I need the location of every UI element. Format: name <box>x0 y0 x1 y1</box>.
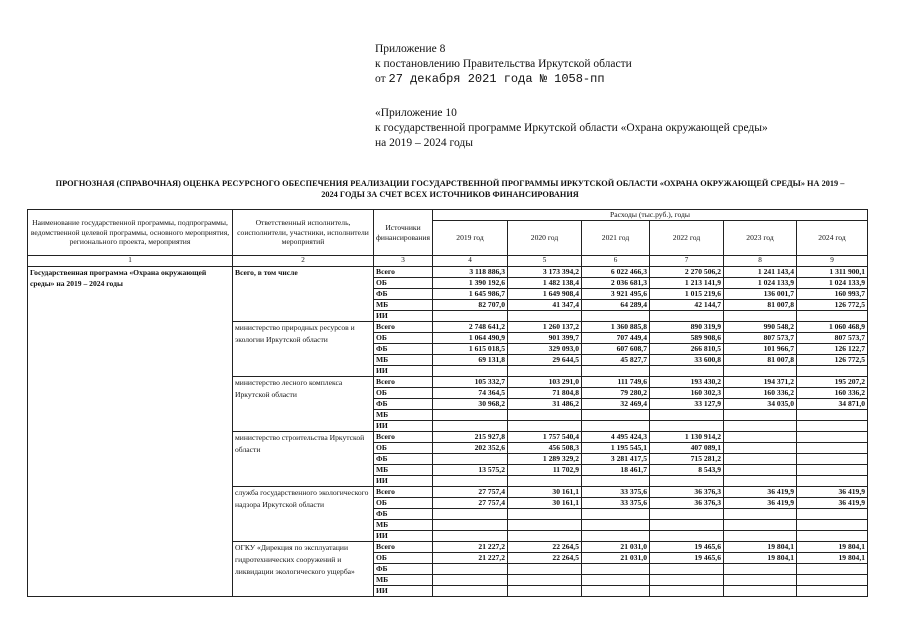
index-cell: 2 <box>233 256 374 267</box>
year-2020: 2020 год <box>508 221 582 256</box>
program-years: на 2019 – 2024 годы <box>375 137 473 149</box>
value-cell: 8 543,9 <box>650 465 724 476</box>
value-cell <box>508 531 582 542</box>
source-cell: Всего <box>374 377 433 388</box>
value-cell <box>433 586 508 597</box>
value-cell: 34 871,0 <box>797 399 868 410</box>
value-cell: 105 332,7 <box>433 377 508 388</box>
value-cell <box>508 509 582 520</box>
value-cell <box>797 443 868 454</box>
value-cell <box>650 476 724 487</box>
funding-table-body <box>28 210 868 597</box>
value-cell <box>650 421 724 432</box>
value-cell <box>433 410 508 421</box>
resolution-date: от 27 декабря 2021 года № 1058-пп <box>375 72 605 86</box>
value-cell <box>650 586 724 597</box>
value-cell: 215 927,8 <box>433 432 508 443</box>
value-cell <box>724 520 797 531</box>
value-cell <box>508 366 582 377</box>
value-cell: 1 015 219,6 <box>650 289 724 300</box>
value-cell: 32 469,4 <box>582 399 650 410</box>
value-cell: 41 347,4 <box>508 300 582 311</box>
value-cell: 36 419,9 <box>797 487 868 498</box>
value-cell: 1 615 018,5 <box>433 344 508 355</box>
value-cell: 707 449,4 <box>582 333 650 344</box>
value-cell: 2 036 681,3 <box>582 278 650 289</box>
value-cell: 1 024 133,9 <box>797 278 868 289</box>
value-cell <box>724 564 797 575</box>
value-cell: 890 319,9 <box>650 322 724 333</box>
source-cell: ИИ <box>374 366 433 377</box>
value-cell <box>650 366 724 377</box>
value-cell <box>724 575 797 586</box>
value-cell <box>724 366 797 377</box>
header-row <box>28 210 868 221</box>
index-cell: 9 <box>797 256 868 267</box>
source-cell: МБ <box>374 465 433 476</box>
value-cell <box>582 520 650 531</box>
value-cell <box>433 520 508 531</box>
appendix-10-label: «Приложение 10 <box>375 107 457 119</box>
value-cell: 36 419,9 <box>724 487 797 498</box>
value-cell: 13 575,2 <box>433 465 508 476</box>
year-2024: 2024 год <box>797 221 868 256</box>
document-title <box>30 178 870 200</box>
value-cell <box>724 531 797 542</box>
value-cell <box>650 410 724 421</box>
value-cell <box>582 410 650 421</box>
value-cell: 1 213 141,9 <box>650 278 724 289</box>
value-cell <box>508 476 582 487</box>
value-cell: 193 430,2 <box>650 377 724 388</box>
value-cell: 3 921 495,6 <box>582 289 650 300</box>
funding-table <box>27 209 868 597</box>
executor-cell: министерство лесного комплекса Иркутской области <box>233 377 374 432</box>
value-cell: 42 144,7 <box>650 300 724 311</box>
index-cell: 1 <box>28 256 233 267</box>
document-header <box>375 42 632 87</box>
value-cell: 21 227,2 <box>433 553 508 564</box>
value-cell <box>433 476 508 487</box>
value-cell: 30 968,2 <box>433 399 508 410</box>
value-cell <box>582 421 650 432</box>
source-cell: ФБ <box>374 399 433 410</box>
value-cell: 1 195 545,1 <box>582 443 650 454</box>
index-cell: 7 <box>650 256 724 267</box>
value-cell <box>797 311 868 322</box>
value-cell: 160 336,2 <box>797 388 868 399</box>
value-cell: 101 966,7 <box>724 344 797 355</box>
value-cell: 715 281,2 <box>650 454 724 465</box>
value-cell <box>724 410 797 421</box>
value-cell: 64 289,4 <box>582 300 650 311</box>
value-cell: 69 131,8 <box>433 355 508 366</box>
source-cell: ФБ <box>374 289 433 300</box>
source-cell: МБ <box>374 520 433 531</box>
source-cell: ИИ <box>374 531 433 542</box>
value-cell <box>797 531 868 542</box>
value-cell: 36 376,3 <box>650 487 724 498</box>
value-cell: 194 371,2 <box>724 377 797 388</box>
value-cell: 82 707,0 <box>433 300 508 311</box>
value-cell: 34 035,0 <box>724 399 797 410</box>
value-cell: 36 376,3 <box>650 498 724 509</box>
value-cell: 79 280,2 <box>582 388 650 399</box>
source-cell: ОБ <box>374 278 433 289</box>
resolution-label: к постановлению Правительства Иркутской области <box>375 58 632 70</box>
value-cell: 2 270 506,2 <box>650 267 724 278</box>
source-cell: ОБ <box>374 388 433 399</box>
value-cell <box>650 575 724 586</box>
value-cell: 4 495 424,3 <box>582 432 650 443</box>
value-cell: 19 804,1 <box>724 553 797 564</box>
value-cell <box>582 311 650 322</box>
value-cell <box>724 311 797 322</box>
value-cell: 202 352,6 <box>433 443 508 454</box>
value-cell: 19 465,6 <box>650 553 724 564</box>
value-cell: 329 093,0 <box>508 344 582 355</box>
year-2021: 2021 год <box>582 221 650 256</box>
source-cell: ИИ <box>374 476 433 487</box>
value-cell: 19 804,1 <box>797 553 868 564</box>
value-cell: 33 600,8 <box>650 355 724 366</box>
executor-cell: служба государственного экологического надзора Иркутской области <box>233 487 374 542</box>
value-cell: 456 508,3 <box>508 443 582 454</box>
value-cell <box>797 465 868 476</box>
value-cell: 126 772,5 <box>797 300 868 311</box>
value-cell: 3 118 886,3 <box>433 267 508 278</box>
value-cell <box>797 421 868 432</box>
value-cell: 1 390 192,6 <box>433 278 508 289</box>
source-cell: ОБ <box>374 333 433 344</box>
value-cell: 21 031,0 <box>582 542 650 553</box>
value-cell <box>724 509 797 520</box>
value-cell <box>724 476 797 487</box>
value-cell: 19 804,1 <box>724 542 797 553</box>
source-cell: Всего <box>374 487 433 498</box>
value-cell <box>797 454 868 465</box>
source-cell: МБ <box>374 300 433 311</box>
executor-cell: министерство природных ресурсов и экологии Иркутской области <box>233 322 374 377</box>
source-cell: ФБ <box>374 454 433 465</box>
value-cell <box>797 575 868 586</box>
value-cell: 1 060 468,9 <box>797 322 868 333</box>
source-cell: ОБ <box>374 443 433 454</box>
executor-cell: министерство строительства Иркутской области <box>233 432 374 487</box>
index-cell: 8 <box>724 256 797 267</box>
handwritten-date: 27 декабря 2021 года № 1058-пп <box>388 72 605 86</box>
value-cell: 807 573,7 <box>797 333 868 344</box>
value-cell <box>582 564 650 575</box>
value-cell: 30 161,1 <box>508 498 582 509</box>
value-cell <box>797 564 868 575</box>
value-cell <box>650 311 724 322</box>
title-line-1: ПРОГНОЗНАЯ (СПРАВОЧНАЯ) ОЦЕНКА РЕСУРСНОГО ОБЕСПЕЧЕНИЯ РЕАЛИЗАЦИИ ГОСУДАРСТВЕННОЙ ПРОГРАММЫ ИРКУТСКОЙ ОБЛАСТИ «ОХРАНА ОКРУЖАЮЩЕЙ СРЕДЫ» НА 2019 – <box>55 179 845 188</box>
value-cell: 126 772,5 <box>797 355 868 366</box>
value-cell <box>797 410 868 421</box>
value-cell <box>650 509 724 520</box>
value-cell: 160 302,3 <box>650 388 724 399</box>
value-cell: 45 827,7 <box>582 355 650 366</box>
source-cell: МБ <box>374 355 433 366</box>
value-cell <box>797 366 868 377</box>
value-cell <box>582 366 650 377</box>
value-cell: 160 336,2 <box>724 388 797 399</box>
value-cell: 6 022 466,3 <box>582 267 650 278</box>
program-name-cell: Государственная программа «Охрана окружающей среды» на 2019 – 2024 годы <box>28 267 233 597</box>
table-row <box>28 267 868 278</box>
source-cell: ИИ <box>374 586 433 597</box>
value-cell: 195 207,2 <box>797 377 868 388</box>
value-cell <box>650 564 724 575</box>
value-cell <box>433 575 508 586</box>
value-cell: 807 573,7 <box>724 333 797 344</box>
value-cell <box>797 509 868 520</box>
index-cell: 6 <box>582 256 650 267</box>
year-2022: 2022 год <box>650 221 724 256</box>
value-cell <box>433 366 508 377</box>
value-cell <box>433 311 508 322</box>
value-cell <box>650 531 724 542</box>
value-cell: 607 608,7 <box>582 344 650 355</box>
value-cell: 22 264,5 <box>508 553 582 564</box>
year-2023: 2023 год <box>724 221 797 256</box>
value-cell: 33 375,6 <box>582 487 650 498</box>
value-cell: 160 993,7 <box>797 289 868 300</box>
executor-cell: Всего, в том числе <box>233 267 374 322</box>
value-cell: 33 375,6 <box>582 498 650 509</box>
header-source: Источники финансирования <box>374 210 433 256</box>
source-cell: ИИ <box>374 311 433 322</box>
value-cell <box>433 509 508 520</box>
value-cell <box>582 476 650 487</box>
source-cell: ФБ <box>374 509 433 520</box>
value-cell: 589 908,6 <box>650 333 724 344</box>
value-cell: 3 173 394,2 <box>508 267 582 278</box>
value-cell: 1 482 138,4 <box>508 278 582 289</box>
source-cell: Всего <box>374 542 433 553</box>
value-cell: 2 748 641,2 <box>433 322 508 333</box>
value-cell: 901 399,7 <box>508 333 582 344</box>
value-cell <box>724 586 797 597</box>
value-cell: 19 465,6 <box>650 542 724 553</box>
value-cell: 74 364,5 <box>433 388 508 399</box>
value-cell: 1 360 885,8 <box>582 322 650 333</box>
value-cell: 1 130 914,2 <box>650 432 724 443</box>
value-cell <box>433 421 508 432</box>
value-cell <box>797 520 868 531</box>
value-cell <box>508 564 582 575</box>
value-cell: 31 486,2 <box>508 399 582 410</box>
source-cell: Всего <box>374 267 433 278</box>
value-cell <box>508 520 582 531</box>
value-cell: 1 289 329,2 <box>508 454 582 465</box>
value-cell: 81 007,8 <box>724 300 797 311</box>
value-cell <box>433 531 508 542</box>
value-cell: 1 311 900,1 <box>797 267 868 278</box>
value-cell <box>724 465 797 476</box>
source-cell: ОБ <box>374 498 433 509</box>
index-cell: 5 <box>508 256 582 267</box>
value-cell <box>724 421 797 432</box>
value-cell <box>582 586 650 597</box>
value-cell <box>797 476 868 487</box>
value-cell: 1 024 133,9 <box>724 278 797 289</box>
value-cell: 3 281 417,5 <box>582 454 650 465</box>
value-cell: 21 031,0 <box>582 553 650 564</box>
index-cell: 4 <box>433 256 508 267</box>
value-cell <box>508 575 582 586</box>
source-cell: ФБ <box>374 344 433 355</box>
value-cell <box>433 564 508 575</box>
value-cell: 27 757,4 <box>433 498 508 509</box>
value-cell: 1 649 908,4 <box>508 289 582 300</box>
index-row <box>28 256 868 267</box>
value-cell <box>724 432 797 443</box>
source-cell: ФБ <box>374 564 433 575</box>
index-cell: 3 <box>374 256 433 267</box>
value-cell: 71 804,8 <box>508 388 582 399</box>
value-cell: 36 419,9 <box>724 498 797 509</box>
value-cell: 1 645 986,7 <box>433 289 508 300</box>
value-cell: 30 161,1 <box>508 487 582 498</box>
value-cell <box>797 586 868 597</box>
value-cell <box>582 531 650 542</box>
program-label: к государственной программе Иркутской области «Охрана окружающей среды» <box>375 122 768 134</box>
value-cell <box>508 311 582 322</box>
title-line-2: 2024 ГОДЫ ЗА СЧЕТ ВСЕХ ИСТОЧНИКОВ ФИНАНСИРОВАНИЯ <box>321 190 579 199</box>
value-cell: 126 122,7 <box>797 344 868 355</box>
source-cell: Всего <box>374 432 433 443</box>
value-cell: 81 007,8 <box>724 355 797 366</box>
value-cell: 111 749,6 <box>582 377 650 388</box>
value-cell <box>508 410 582 421</box>
header-name: Наименование государственной программы, подпрограммы, ведомственной целевой программы, основного мероприятия, регионального проекта, мероприятия <box>28 210 233 256</box>
value-cell: 1 064 490,9 <box>433 333 508 344</box>
value-cell <box>582 509 650 520</box>
value-cell: 21 227,2 <box>433 542 508 553</box>
value-cell: 11 702,9 <box>508 465 582 476</box>
value-cell: 990 548,2 <box>724 322 797 333</box>
value-cell <box>797 432 868 443</box>
source-cell: МБ <box>374 410 433 421</box>
source-cell: ИИ <box>374 421 433 432</box>
header-executor: Ответственный исполнитель, соисполнители, участники, исполнители мероприятий <box>233 210 374 256</box>
value-cell <box>582 575 650 586</box>
header-expenses: Расходы (тыс.руб.), годы <box>433 210 868 221</box>
value-cell: 29 644,5 <box>508 355 582 366</box>
value-cell: 19 804,1 <box>797 542 868 553</box>
value-cell: 27 757,4 <box>433 487 508 498</box>
value-cell <box>433 454 508 465</box>
source-cell: Всего <box>374 322 433 333</box>
value-cell <box>508 586 582 597</box>
value-cell: 22 264,5 <box>508 542 582 553</box>
value-cell: 1 757 540,4 <box>508 432 582 443</box>
value-cell <box>650 520 724 531</box>
value-cell <box>724 454 797 465</box>
executor-cell: ОГКУ «Дирекция по эксплуатации гидротехнических сооружений и ликвидации экологического ущерба» <box>233 542 374 597</box>
value-cell: 136 001,7 <box>724 289 797 300</box>
appendix-8-label: Приложение 8 <box>375 43 446 55</box>
year-2019: 2019 год <box>433 221 508 256</box>
value-cell: 407 089,1 <box>650 443 724 454</box>
value-cell: 33 127,9 <box>650 399 724 410</box>
value-cell: 18 461,7 <box>582 465 650 476</box>
value-cell: 266 810,5 <box>650 344 724 355</box>
value-cell <box>508 421 582 432</box>
source-cell: МБ <box>374 575 433 586</box>
appendix-10-block <box>375 106 768 151</box>
value-cell <box>724 443 797 454</box>
value-cell: 1 260 137,2 <box>508 322 582 333</box>
value-cell: 1 241 143,4 <box>724 267 797 278</box>
source-cell: ОБ <box>374 553 433 564</box>
value-cell: 36 419,9 <box>797 498 868 509</box>
value-cell: 103 291,0 <box>508 377 582 388</box>
